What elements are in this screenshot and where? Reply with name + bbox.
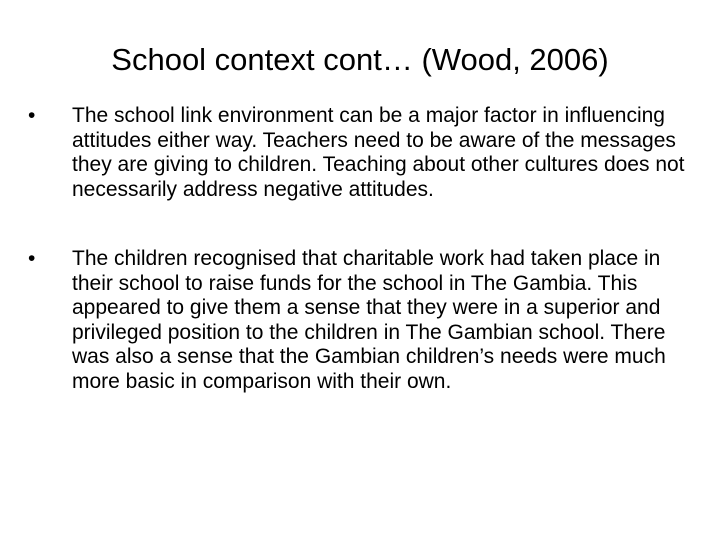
- bullet-list: [28, 104, 698, 394]
- slide-title: School context cont… (Wood, 2006): [111, 42, 609, 77]
- bullet-marker: •: [28, 247, 36, 270]
- bullet-item: [28, 104, 698, 202]
- bullet-text: The school link environment can be a major factor in influencing attitudes either way. Teachers need to be aware of the messages they are giving to children. Teaching about other cultures does not necessarily address negative attitudes.: [72, 104, 685, 201]
- bullet-item: [28, 247, 698, 394]
- bullet-marker: •: [28, 104, 36, 127]
- bullet-text: The children recognised that charitable work had taken place in their school to raise funds for the school in The Gambia. This appeared to give them a sense that they were in a superior and privileged position to the children in The Gambian school. There was also a sense that the Gambian children’s needs were much more basic in comparison with their own.: [72, 247, 666, 393]
